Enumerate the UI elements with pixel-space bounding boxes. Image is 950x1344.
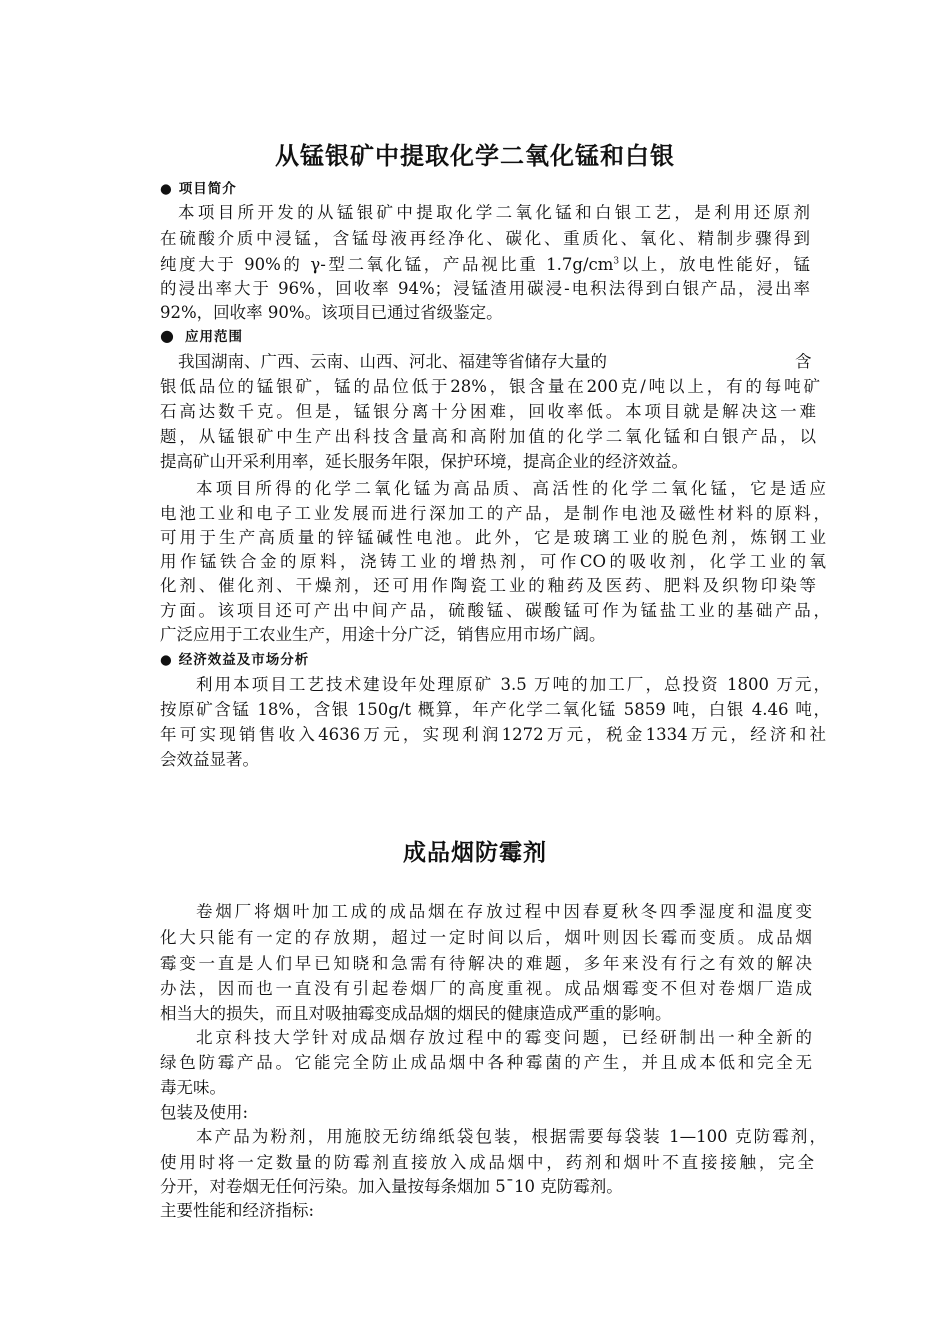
heading-text: 经济效益及市场分析 — [178, 652, 310, 668]
superscript: 3 — [613, 256, 620, 267]
paragraph-line: 石高达数千克。但是，锰银分离十分困难，回收率低。本项目就是解决这一难 — [160, 402, 816, 421]
paragraph-line: 年可实现销售收入4636万元，实现利润1272万元，税金1334万元，经济和社 — [160, 725, 826, 744]
paragraph-line: 本项目所得的化学二氧化锰为高品质、高活性的化学二氧化锰，它是适应 — [196, 479, 826, 498]
paragraph-line: 广泛应用于工农业生产，用途十分广泛，销售应用市场广阔。 — [160, 625, 606, 644]
heading-project-intro — [160, 179, 237, 199]
text-run: 纯度大于 90%的 γ-型二氧化锰，产品视比重 1.7g/cm — [160, 255, 614, 274]
heading-application-scope — [160, 326, 243, 347]
subheading-performance: 主要性能和经济指标: — [160, 1201, 315, 1220]
subheading-packaging: 包装及使用: — [160, 1103, 249, 1122]
paragraph-line: 卷烟厂将烟叶加工成的成品烟在存放过程中因春夏秋冬四季湿度和温度变 — [196, 902, 812, 921]
paragraph-line: 利用本项目工艺技术建设年处理原矿 3.5 万吨的加工厂，总投资 1800 万元， — [196, 675, 830, 694]
paragraph-line: 会效益显著。 — [160, 750, 259, 769]
bullet-icon: ● — [160, 652, 173, 668]
paragraph-line: 用作锰铁合金的原料，浇铸工业的增热剂，可作CO的吸收剂，化学工业的氧 — [160, 552, 826, 571]
paragraph-line: 提高矿山开采利用率，延长服务年限，保护环境，提高企业的经济效益。 — [160, 452, 688, 471]
paragraph-line: 按原矿含锰 18%，含银 150g/t 概算，年产化学二氧化锰 5859 吨，白银 4.46 吨， — [160, 700, 830, 719]
section2-title: 成品烟防霉剂 — [403, 840, 547, 866]
bullet-icon: ● — [160, 326, 175, 345]
section1-title: 从锰银矿中提取化学二氧化锰和白银 — [275, 142, 675, 170]
heading-economic-analysis — [160, 650, 309, 670]
text-run: 以上，放电性能好，锰 — [619, 255, 811, 274]
paragraph-line: 化大只能有一定的存放期，超过一定时间以后，烟叶则因长霉而变质。成品烟 — [160, 928, 812, 947]
paragraph-line: 含 — [795, 352, 812, 371]
paragraph-line: 本产品为粉剂，用施胶无纺绵纸袋包装，根据需要每袋装 1—100 克防霉剂， — [196, 1127, 826, 1146]
paragraph-line: 霉变一直是人们早已知晓和急需有待解决的难题，多年来没有行之有效的解决 — [160, 954, 812, 973]
paragraph-line: 92%，回收率 90%。该项目已通过省级鉴定。 — [160, 303, 503, 322]
paragraph-line: 我国湖南、广西、云南、山西、河北、福建等省储存大量的 — [178, 352, 607, 371]
paragraph-line: 在硫酸介质中浸锰，含锰母液再经净化、碳化、重质化、氧化、精制步骤得到 — [160, 229, 810, 248]
paragraph-line: 电池工业和电子工业发展而进行深加工的产品，是制作电池及磁性材料的原料， — [160, 504, 830, 523]
paragraph-line: 银低品位的锰银矿，锰的品位低于28%，银含量在200克/吨以上，有的每吨矿 — [160, 377, 820, 396]
heading-text: 应用范围 — [184, 329, 243, 345]
paragraph-line: 北京科技大学针对成品烟存放过程中的霉变问题，已经研制出一种全新的 — [196, 1028, 812, 1047]
paragraph-line: 分开，对卷烟无任何污染。加入量按每条烟加 5¯10 克防霉剂。 — [160, 1177, 623, 1196]
bullet-icon: ● — [160, 181, 173, 197]
paragraph-line: 的浸出率大于 96%，回收率 94%；浸锰渣用碳浸-电积法得到白银产品，浸出率 — [160, 279, 810, 298]
paragraph-line — [160, 252, 810, 278]
paragraph-line: 化剂、催化剂、干燥剂，还可用作陶瓷工业的釉药及医药、肥料及织物印染等 — [160, 576, 816, 595]
heading-text: 项目简介 — [178, 181, 237, 197]
paragraph-line: 方面。该项目还可产出中间产品，硫酸锰、碳酸锰可作为锰盐工业的基础产品， — [160, 601, 830, 620]
paragraph-line: 绿色防霉产品。它能完全防止成品烟中各种霉菌的产生，并且成本低和完全无 — [160, 1053, 812, 1072]
paragraph-line: 相当大的损失，而且对吸抽霉变成品烟的烟民的健康造成严重的影响。 — [160, 1004, 672, 1023]
paragraph-line: 办法，因而也一直没有引起卷烟厂的高度重视。成品烟霉变不但对卷烟厂造成 — [160, 979, 812, 998]
paragraph-line: 使用时将一定数量的防霉剂直接放入成品烟中，药剂和烟叶不直接接触，完全 — [160, 1153, 814, 1172]
paragraph-line: 可用于生产高质量的锌锰碱性电池。此外，它是玻璃工业的脱色剂，炼钢工业 — [160, 528, 826, 547]
paragraph-line: 题，从锰银矿中生产出科技含量高和高附加值的化学二氧化锰和白银产品，以 — [160, 427, 816, 446]
paragraph-line: 本项目所开发的从锰银矿中提取化学二氧化锰和白银工艺，是利用还原剂 — [178, 203, 810, 222]
paragraph-line: 毒无味。 — [160, 1078, 226, 1097]
